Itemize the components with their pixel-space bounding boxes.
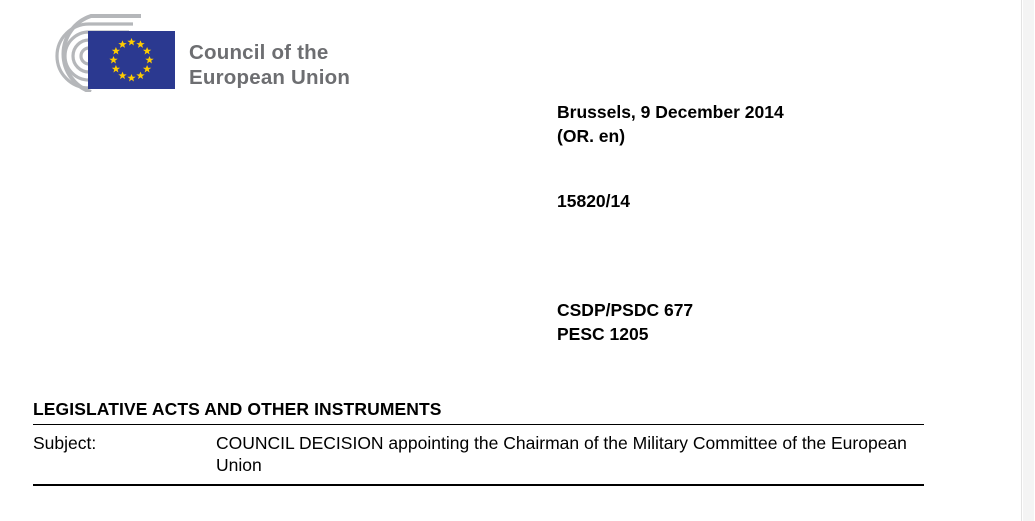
divider-bottom xyxy=(33,484,924,486)
meta-place-date-block xyxy=(557,101,784,148)
subject-value: COUNCIL DECISION appointing the Chairman of the Military Committee of the European Union xyxy=(216,433,907,476)
council-logo-header xyxy=(33,14,350,92)
divider-top xyxy=(33,424,924,425)
section-title: LEGISLATIVE ACTS AND OTHER INSTRUMENTS xyxy=(33,399,442,419)
council-logo-text xyxy=(189,41,350,90)
meta-codes-block xyxy=(557,299,693,346)
eu-council-logo xyxy=(33,14,175,92)
meta-code-pesc: PESC 1205 xyxy=(557,323,649,344)
meta-language: (OR. en) xyxy=(557,125,626,146)
meta-place-date: Brussels, 9 December 2014 xyxy=(557,102,784,122)
logo-text-line2: European Union xyxy=(189,65,351,89)
meta-reference: 15820/14 xyxy=(557,191,630,211)
logo-text-line1: Council of the xyxy=(189,41,329,64)
subject-row xyxy=(33,432,924,477)
scrollbar-track[interactable] xyxy=(1021,0,1035,521)
meta-reference-block xyxy=(557,190,630,214)
scrollbar-thumb[interactable] xyxy=(1023,0,1034,521)
meta-code-csdp: CSDP/PSDC 677 xyxy=(557,300,694,320)
subject-label: Subject: xyxy=(33,433,97,453)
eu-stars-icon xyxy=(88,31,175,89)
